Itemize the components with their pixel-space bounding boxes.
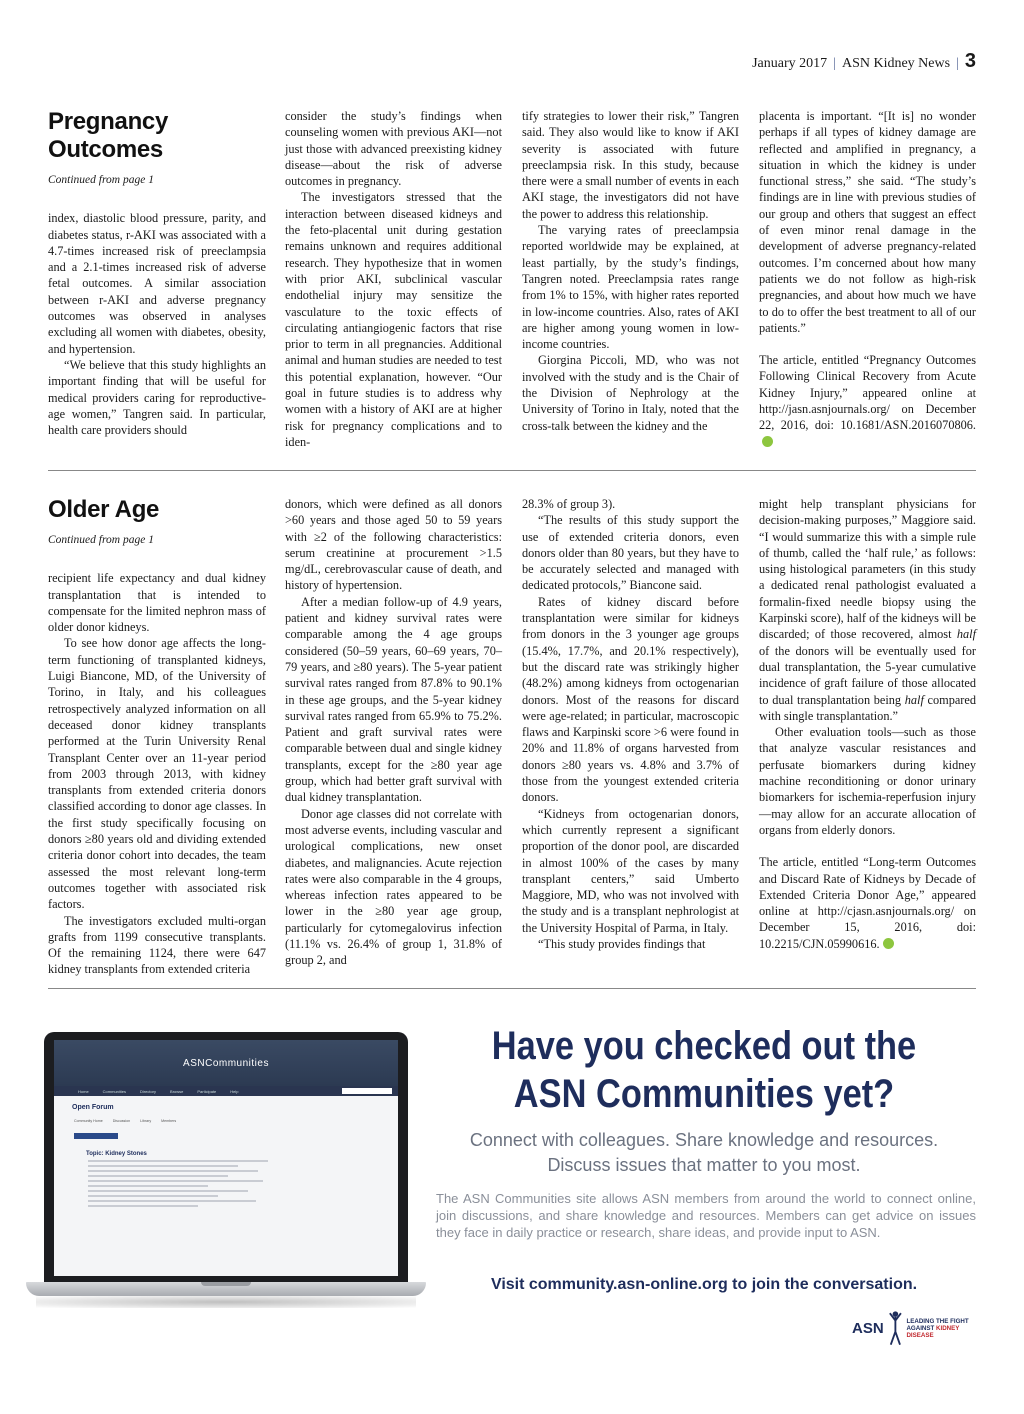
- asn-logo-text: ASN: [852, 1319, 884, 1337]
- screen-text-line: [88, 1185, 208, 1187]
- ad-headline-line-2: ASN Communities yet?: [513, 1072, 895, 1116]
- paragraph: Giorgina Piccoli, MD, who was not involved with the study and is the Chair of the Division of Nephrology at the University of Torino in Italy, noted that the cross-talk between the kidney and the: [522, 353, 739, 433]
- header-separator: |: [833, 56, 836, 71]
- emphasis-half: half: [904, 692, 924, 707]
- section-title: Older Age: [48, 496, 160, 523]
- pregnancy-outcomes-section: [48, 108, 976, 448]
- screen-tab: Members: [161, 1119, 177, 1123]
- screen-nav-item: Directory: [140, 1088, 157, 1094]
- older-age-col-3: [522, 496, 739, 952]
- ad-subtitle-line-1: Connect with colleagues. Share knowledge and resources.: [469, 1130, 939, 1150]
- screen-text-line: [88, 1170, 258, 1172]
- screen-nav-item: Home: [78, 1088, 89, 1094]
- laptop-shadow: [36, 1296, 416, 1308]
- older-age-col-4: [759, 496, 976, 952]
- tagline-against: AGAINST: [906, 1324, 935, 1332]
- paragraph: Other evaluation tools—such as those that analyze vascular resistances and perfusate biomarkers during kidney machine reconditioning or donor urinary biomarkers for ischemia-reperfusion injury—may allow for an accurate allocation of organs from elderly donors.: [759, 725, 976, 837]
- screen-tabs: [54, 1111, 398, 1123]
- screen-nav-item: Help: [230, 1088, 239, 1094]
- paragraph: “This study provides findings that: [538, 937, 706, 952]
- tagline-line-2: [906, 1325, 982, 1339]
- end-dot-icon: [762, 436, 773, 447]
- screen-text-line: [88, 1160, 268, 1162]
- paragraph: The investigators stressed that the interaction between diseased kidneys and the feto-placental unit during gestation remains unknown and requires additional research. They hypothesize that in women with prior AKI, subclinical vascular endothelial injury may sensitize the vasculature to the toxic effects of circulating antiangiogenic factors that rise prior to term in all pregnancies. Additional animal and human studies are needed to test this potential explanation, however. “Our goal in future studies is to address why women with a history of AKI are at higher risk for pregnancy complications and to iden-: [285, 190, 502, 449]
- ad-body-text: The ASN Communities site allows ASN members from around the world to connect online, join discussions, and share knowledge and resources. Members can get advice on issues they face in daily practice or research, share ideas, and provide input to ASN.: [436, 1191, 976, 1240]
- paragraph: Donor age classes did not correlate with most adverse events, including vascular and urological complications, new onset diabetes, and malignancies. Acute rejection rates were also comparable in the 4 groups, whereas infection rates appeared to be lower in the ≥80 year age group, particularly for cytomegalovirus infection (11.1% vs. 26.4% of group 1, 31.8% of group 2, and: [285, 806, 502, 968]
- text-run: of the donors will be eventually used for dual transplantation, the 5-year cumulative incidence of graft failure of those allocated to dual transplantation being: [759, 643, 976, 707]
- ad-headline-line-1: Have you checked out the: [491, 1024, 917, 1068]
- article-citation: [759, 352, 976, 450]
- end-dot-icon: [883, 938, 894, 949]
- paragraph: recipient life expectancy and dual kidney transplantation that is intended to compensate for the limited nephron mass of older donor kidneys.: [48, 571, 266, 635]
- paragraph: The varying rates of preeclampsia reported worldwide may be explained, at least partially, by the study’s findings, Tangren noted. Preeclampsia rates range from 1% to 15%, with higher rates reported in low-income countries. Also, rates of AKI are higher among young women in low-income countries.: [522, 223, 739, 352]
- laptop-notch: [201, 1282, 251, 1286]
- screen-nav: [54, 1086, 398, 1096]
- paragraph: index, diastolic blood pressure, parity, and diabetes status, r-AKI was associated with a 4.7-times increased risk of preeclampsia and a 2.1-times increased risk of adverse fetal outcomes. A similar association between r-AKI and adverse pregnancy outcomes was observed in analyses excluding all women with diabetes, obesity, and hypertension.: [48, 211, 266, 356]
- screen-forum-title: Open Forum: [72, 1104, 114, 1111]
- asn-logo: [852, 1304, 982, 1352]
- continued-note: Continued from page 1: [48, 534, 154, 546]
- ad-headline: [470, 1022, 938, 1118]
- paragraph: “The results of this study support the use of extended criteria donors, even donors older than 80 years, but they have to be accurately selected and managed with dedicated protocols,” Biancone said.: [522, 513, 739, 593]
- paragraph: tify strategies to lower their risk,” Tangren said. They also would like to know if AKI severity is associated with future preeclampsia risk. In this study, because there were a small number of events in each AKI stage, the investigators did not have the power to address this relationship.: [522, 109, 739, 221]
- paragraph: 28.3% of group 3).: [522, 497, 616, 511]
- ad-subtitle-line-2: Discuss issues that matter to you most.: [547, 1155, 861, 1175]
- asn-tagline: [906, 1318, 982, 1339]
- screen-text-line: [88, 1175, 228, 1177]
- section-divider: [48, 470, 976, 471]
- screen-nav-item: Communities: [102, 1088, 127, 1094]
- screen-text-line: [88, 1190, 248, 1192]
- emphasis-half: half: [956, 627, 976, 642]
- screen-topic-title: Topic: Kidney Stones: [86, 1151, 147, 1157]
- pregnancy-col-3: [522, 108, 739, 434]
- pregnancy-col-1: [48, 108, 266, 438]
- laptop-screen: [54, 1040, 398, 1276]
- screen-search-box: [342, 1088, 392, 1094]
- laptop-illustration: [26, 1032, 426, 1336]
- screen-text-line: [88, 1195, 218, 1197]
- title-line-2: Outcomes: [48, 136, 163, 163]
- citation-text: The article, entitled “Pregnancy Outcomes Following Clinical Recovery from Acute Kidney Injury,” appeared online at http://jasn.asnjournals.org/ on December 22, 2016, doi: 10.1681/ASN.2016070806.: [759, 353, 976, 433]
- figure-icon: [888, 1308, 903, 1348]
- laptop-screen-frame: [44, 1032, 408, 1284]
- paragraph: placenta is important. “[It is] no wonder perhaps if all types of kidney damage are reflected and amplified in pregnancy, a situation in which the kidney is under functional stress,” she said. “The study’s findings are in line with previous studies of our group and others that suggest an effect of even minor renal damage in the development of adverse pregnancy-related outcomes. I’m concerned about how many patients we do not follow as high-risk pregnancies, and about how much we have to do to offer the best treatment to all of our patients.”: [759, 109, 976, 335]
- screen-text-line: [88, 1180, 263, 1182]
- screen-text-line: [88, 1200, 256, 1202]
- paragraph: [759, 496, 976, 724]
- ad-visit-link[interactable]: Visit community.asn-online.org to join the conversation.: [490, 1276, 918, 1293]
- older-age-col-2: [285, 496, 502, 969]
- section-divider: [48, 988, 976, 989]
- pregnancy-col-4: [759, 108, 976, 450]
- continued-note: Continued from page 1: [48, 174, 154, 186]
- section-title: [48, 108, 266, 164]
- paragraph: The investigators excluded multi-organ grafts from 1199 consecutive transplants. Of the remaining 1124, there were 647 kidney transplants from extended criteria: [48, 913, 266, 977]
- paragraph: After a median follow-up of 4.9 years, patient and kidney survival rates were comparable among the 4 age groups considered (50–59 years, 60–69 years, 70–79 years, and ≥80 years). The 5-year patient survival rates ranged from 87.8% to 90.1% in these age groups, and the 5-year kidney survival rates ranged from 65.9% to 75.2%. Patient and graft survival rates were comparable between dual and single kidney transplants, except for the ≥80 year age group, which had better graft survival with dual kidney transplantation.: [285, 594, 502, 805]
- publication-name: ASN Kidney News: [841, 56, 951, 71]
- issue-date: January 2017: [752, 56, 828, 71]
- screen-nav-item: Participate: [197, 1088, 217, 1094]
- ad-subtitle: [432, 1128, 976, 1178]
- text-run: compared with single transplantation.”: [759, 692, 977, 723]
- tagline-kidney: KIDNEY DISEASE: [906, 1324, 960, 1339]
- page-number: 3: [964, 50, 976, 72]
- screen-tab: Library: [140, 1119, 152, 1123]
- title-line-1: Pregnancy: [48, 108, 169, 135]
- page-header: [752, 50, 976, 73]
- citation-text: The article, entitled “Long-term Outcomes and Discard Rate of Kidneys by Decade of Extended Criteria Donor Age,” appeared online at http://cjasn.asnjournals.org/ on December 15, 2016, doi: 10.2215/CJN.05990616.: [759, 855, 976, 951]
- screen-nav-item: Browse: [170, 1088, 184, 1094]
- screen-tab: Community Home: [74, 1119, 103, 1123]
- paragraph: To see how donor age affects the long-term functioning of transplanted kidneys, Luigi Biancone, MD, of the University of Torino, in Italy, and his colleagues retrospectively analyzed information on all deceased donor kidney transplants performed at the Turin University Renal Transplant Center over an 11-year period from 2003 through 2013, with kidney transplants from extended criteria donors classified according to donor age classes. In the first study specifically focusing on donors ≥80 years old and dividing extended criteria donor cohort into decades, the team assessed the most relevant long-term outcomes together with associated risk factors.: [48, 636, 266, 912]
- paragraph: “Kidneys from octogenarian donors, which currently represent a significant proportion of the donor pool, are discarded in almost 100% of the cases by many transplant centers,” said Umberto Maggiore, MD, who was not involved with the study and is a transplant nephrologist at the University Hospital of Parma, in Italy.: [522, 806, 739, 935]
- screen-text-line: [88, 1205, 198, 1207]
- article-citation: [759, 854, 976, 952]
- paragraph: Rates of kidney discard before transplantation were similar for kidneys from donors in the 3 younger age groups (15.4%, 17.7%, and 20.1% respectively), but the discard rate was strikingly higher (48.2%) among kidneys from octogenarian donors. Most of the reasons for discard were age-related; in particular, macroscopic flaws and Karpinski score >6 were found in 20% and 11.8% of organs harvested from donors ≥80 years vs. 4.8% and 3.7% of those from the youngest extended criteria donors.: [522, 594, 739, 805]
- paragraph: donors, which were defined as all donors >60 years and those aged 50 to 59 years with ≥2 of the following characteristics: serum creatinine at procurement >1.5 mg/dL, cerebrovascular cause of death, and history of hypertension.: [285, 497, 502, 593]
- screen-brand-banner: ASNCommunities: [54, 1040, 398, 1086]
- screen-text-line: [88, 1165, 238, 1167]
- screen-tab: Discussion: [112, 1119, 131, 1123]
- paragraph: “We believe that this study highlights an important finding that will be useful for medical providers caring for reproductive-age women,” Tangren said. In particular, health care providers should: [48, 357, 266, 438]
- text-run: might help transplant physicians for decision-making purposes,” Maggiore said. “I would summarize this with a simple rule of thumb, called the ‘half rule,’ as follows: using histological parameters (in this study a dedicated renal pathologist evaluated a formalin-fixed needle biopsy using the Karpinski score), half of the kidneys will be discarded; of those recovered, almost: [759, 497, 976, 642]
- paragraph: consider the study’s findings when counseling women with previous AKI—not just those with advanced preexisting kidney disease—about the risk of adverse outcomes in pregnancy.: [285, 109, 502, 189]
- header-separator-2: |: [956, 56, 959, 71]
- older-age-section: [48, 496, 977, 977]
- pregnancy-col-2: [285, 108, 502, 450]
- laptop-base: [26, 1282, 426, 1296]
- tagline-line-1: LEADING THE FIGHT: [906, 1317, 969, 1325]
- older-age-col-1: [48, 496, 266, 978]
